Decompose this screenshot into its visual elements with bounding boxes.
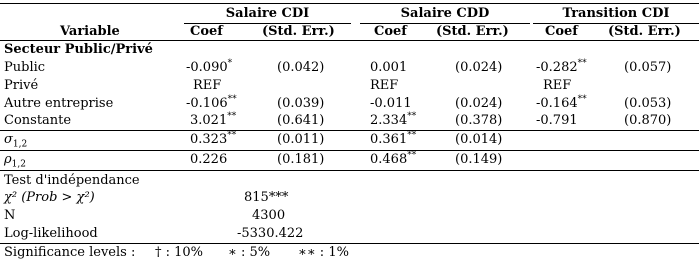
- coef-cell: 2.334**: [370, 111, 417, 128]
- se-header-3: (Std. Err.): [608, 24, 681, 39]
- coef-cell: 0.361**: [370, 130, 417, 147]
- se-cell: (0.870): [624, 113, 672, 128]
- significance-level-1: ∗∗ : 1%: [298, 245, 349, 260]
- coef-cell: -0.011: [370, 96, 412, 111]
- significance-label: Significance levels :: [4, 245, 136, 260]
- section-title: Secteur Public/Privé: [4, 42, 153, 57]
- coef-cell: REF: [193, 78, 222, 93]
- group-header-1: Salaire CDI: [225, 6, 310, 21]
- chi-value: 815***: [244, 190, 289, 205]
- row-label: Autre entreprise: [4, 96, 114, 111]
- se-cell: (0.641): [277, 113, 325, 128]
- row-label: Privé: [4, 78, 39, 93]
- group-header-3: Transition CDI: [562, 6, 670, 21]
- group-header-2: Salaire CDD: [400, 6, 490, 21]
- se-cell: (0.024): [455, 60, 503, 75]
- se-cell: (0.181): [277, 152, 325, 167]
- n-value: 4300: [252, 208, 286, 223]
- coef-cell: 3.021**: [190, 111, 237, 128]
- se-cell: (0.011): [277, 132, 325, 147]
- se-header-2: (Std. Err.): [436, 24, 509, 39]
- row-label: Public: [4, 60, 46, 75]
- n-label: N: [4, 208, 16, 223]
- se-cell: (0.149): [455, 152, 503, 167]
- se-cell: (0.039): [277, 96, 325, 111]
- coef-header-3: Coef: [545, 24, 578, 39]
- bottom-rule: [0, 243, 699, 244]
- top-rule: [0, 3, 699, 4]
- coef-cell: 0.468**: [370, 150, 417, 167]
- sigma-label: $\sigma_{1,2}$: [4, 132, 28, 150]
- se-cell: (0.042): [277, 60, 325, 75]
- coef-cell: -0.791: [536, 113, 578, 128]
- stats-rule: [0, 170, 699, 171]
- se-cell: (0.057): [624, 60, 672, 75]
- coef-cell: -0.164**: [536, 94, 587, 111]
- ll-label: Log-likelihood: [4, 226, 98, 241]
- coef-cell: 0.323**: [190, 130, 237, 147]
- se-cell: (0.024): [455, 96, 503, 111]
- se-cell: (0.014): [455, 132, 503, 147]
- coef-cell: -0.282**: [536, 58, 587, 75]
- significance-level-10: † : 10%: [155, 245, 204, 260]
- coef-cell: 0.226: [190, 152, 228, 167]
- coef-header-2: Coef: [374, 24, 407, 39]
- coef-cell: -0.090*: [186, 58, 233, 75]
- coef-cell: REF: [543, 78, 572, 93]
- coef-header-1: Coef: [190, 24, 223, 39]
- se-header-1: (Std. Err.): [262, 24, 335, 39]
- row-label: Constante: [4, 113, 72, 128]
- coef-cell: -0.106**: [186, 94, 237, 111]
- se-cell: (0.378): [455, 113, 503, 128]
- header-rule: [0, 40, 699, 41]
- section-rule-2: [0, 150, 699, 151]
- se-cell: (0.053): [624, 96, 672, 111]
- coef-cell: REF: [370, 78, 399, 93]
- variable-header: Variable: [60, 24, 120, 39]
- ll-value: -5330.422: [237, 226, 304, 241]
- coef-cell: 0.001: [370, 60, 408, 75]
- chi-label: χ² (Prob > χ²): [4, 190, 95, 205]
- test-label: Test d'indépendance: [4, 173, 140, 188]
- section-rule-1: [0, 130, 699, 131]
- significance-level-5: ∗ : 5%: [228, 245, 271, 260]
- rho-label: $\rho_{1,2}$: [4, 152, 26, 170]
